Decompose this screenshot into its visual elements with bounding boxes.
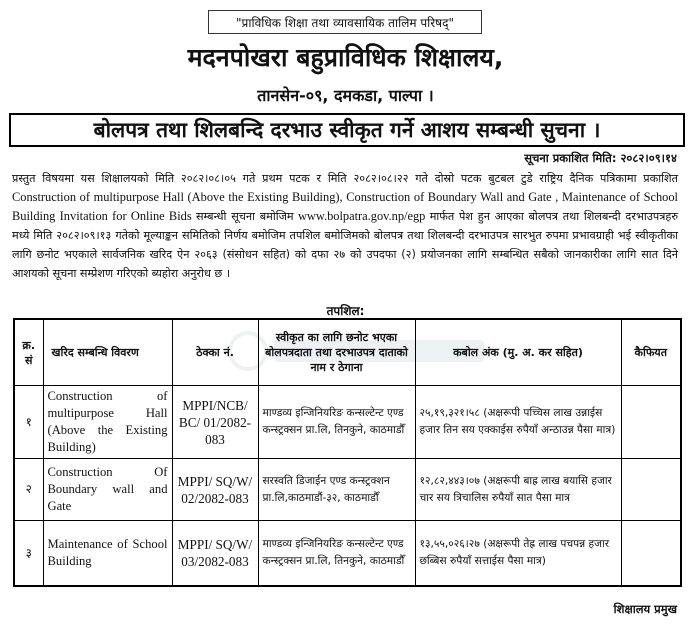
row-description: Construction Of Boundary wall and Gate [43, 459, 172, 521]
row-remarks [621, 459, 681, 521]
notice-body [12, 169, 678, 283]
header-contract-number: ठेक्का नं. [172, 319, 258, 386]
row-bidder: माण्डव्य इन्जिनियरिङ कन्सल्टेन्ट एण्ड कन्स्ट्रक्सन प्रा.लि, तिनकुने, काठमाडौँ [258, 521, 415, 587]
table-header-row [14, 319, 681, 386]
schedule-label: तपशिल: [326, 304, 365, 318]
college-address: तानसेन-०९, दमकडा, पाल्पा । [257, 86, 434, 105]
row-serial-number: १ [14, 386, 43, 459]
row-contract-number: MPPI/ SQ/W/ 02/2082-083 [172, 459, 258, 521]
publication-date: सूचना प्रकाशित मिति: २०८२।०९।१४ [524, 151, 677, 165]
body-part-3: सम्बन्धी सूचना बमोजिम [195, 210, 294, 223]
header-serial-number: क्र. सं [14, 319, 43, 386]
row-bidder: माण्डव्य इन्जिनियरिङ कन्सल्टेन्ट एण्ड कन्स्ट्रक्सन प्रा.लि, तिनकुने, काठमाडौँ [258, 386, 415, 459]
bolpatra-link[interactable]: www.bolpatra.gov.np/egp [297, 209, 426, 223]
notice-title-banner: बोलपत्र तथा शिलबन्दि दरभाउ स्वीकृत गर्ने आशय सम्बन्धी सुचना । [9, 113, 685, 147]
row-description: Construction of multipurpose Hall (Above the Existing Building) [43, 386, 172, 459]
header-bid-amount: कबोल अंक (मु. अ. कर सहित) [415, 319, 621, 386]
body-part-1: प्रस्तुत विषयमा यस शिक्षालयको मिति २०८२।०८।०५ गते प्रथम पटक र मिति २०८२।०८।२२ गते दोस्रो पटक बुटबल टुडे राष्ट्रिय दैनिक पत्रिकामा प्रकाशित [12, 172, 678, 185]
header-remarks: कैफियत [621, 319, 681, 386]
college-name: मदनपोखरा बहुप्राविधिक शिक्षालय, [187, 43, 504, 72]
row-amount: २५,१९,३२१।५८ (अक्षरूपी पच्चिस लाख उन्नाईस हजार तिन सय एक्काईस रुपैयाँ अन्ठाउन्न पैसा मात्र) [415, 386, 621, 459]
row-description: Maintenance of School Building [43, 521, 172, 587]
header-selected-bidder: स्वीकृत का लागि छनोट भएका बोलपत्रदाता तथा दरभाउपत्र दाताको नाम र ठेगाना [258, 319, 415, 386]
header-procurement-description: खरिद सम्बन्धि विवरण [43, 319, 172, 386]
row-contract-number: MPPI/ SQ/W/ 03/2082-083 [172, 521, 258, 587]
row-bidder: सरस्वति डिजाईन एण्ड कन्स्ट्रक्शन प्रा.लि,काठमाडौं-३२, काठमाडौँ [258, 459, 415, 521]
table-row [14, 459, 681, 521]
row-amount: १२,८२,४४३।०७ (अक्षरूपी बाह्र लाख बयासि हजार चार सय त्रिचालिस रुपैयाँ सात पैसा मात्र [415, 459, 621, 521]
body-part-5: मार्फत पेश हुन आएका बोलपत्र तथा शिलबन्दी दरभाउपत्रहरु मध्ये मिति २०८२।०९।१३ गतेको मूल्याङ्कन समितिको निर्णय बमोजिम तपशिल बमोजिमको बोलपत्र तथा शिलबन्दी दरभाउपत्र सारभुत रुपमा प्रभावग्राही भई स्वीकृतीका लागि छनोट भएकाले सार्वजनिक खरिद ऐन २०६३ (संसोधन सहित) को दफा २७ को उपदफा (२) प्रयोजनका लागि सम्बन्धित सबैको जानकारीका लागि सात दिने आशयको सूचना सम्प्रेशण गरिएको ब्यहोरा अनुरोध छ । [12, 210, 679, 280]
row-remarks [621, 521, 681, 587]
row-remarks [621, 386, 681, 459]
table-row [14, 521, 681, 587]
row-amount: १३,५५,०२६।२७ (अक्षरूपी तेह्र लाख पचपन्न हजार छब्बिस रुपैयाँ सत्ताईस पैसा मात्र) [415, 521, 621, 587]
row-contract-number: MPPI/NCB/ BC/ 01/2082-083 [172, 386, 258, 459]
bid-schedule-table [13, 318, 682, 587]
row-serial-number: २ [14, 459, 43, 521]
body-part-2-bid-titles: Construction of multipurpose Hall (Above the Existing Building), Construction of Boundary Wall and Gate , Maintenance of School Building Invitation for Online Bids [12, 190, 678, 223]
council-name: "प्राविधिक शिक्षा तथा व्यावसायिक तालिम परिषद्" [208, 10, 482, 34]
signatory-title: शिक्षालय प्रमुख [613, 602, 677, 616]
row-serial-number: ३ [14, 521, 43, 587]
table-row [14, 386, 681, 459]
